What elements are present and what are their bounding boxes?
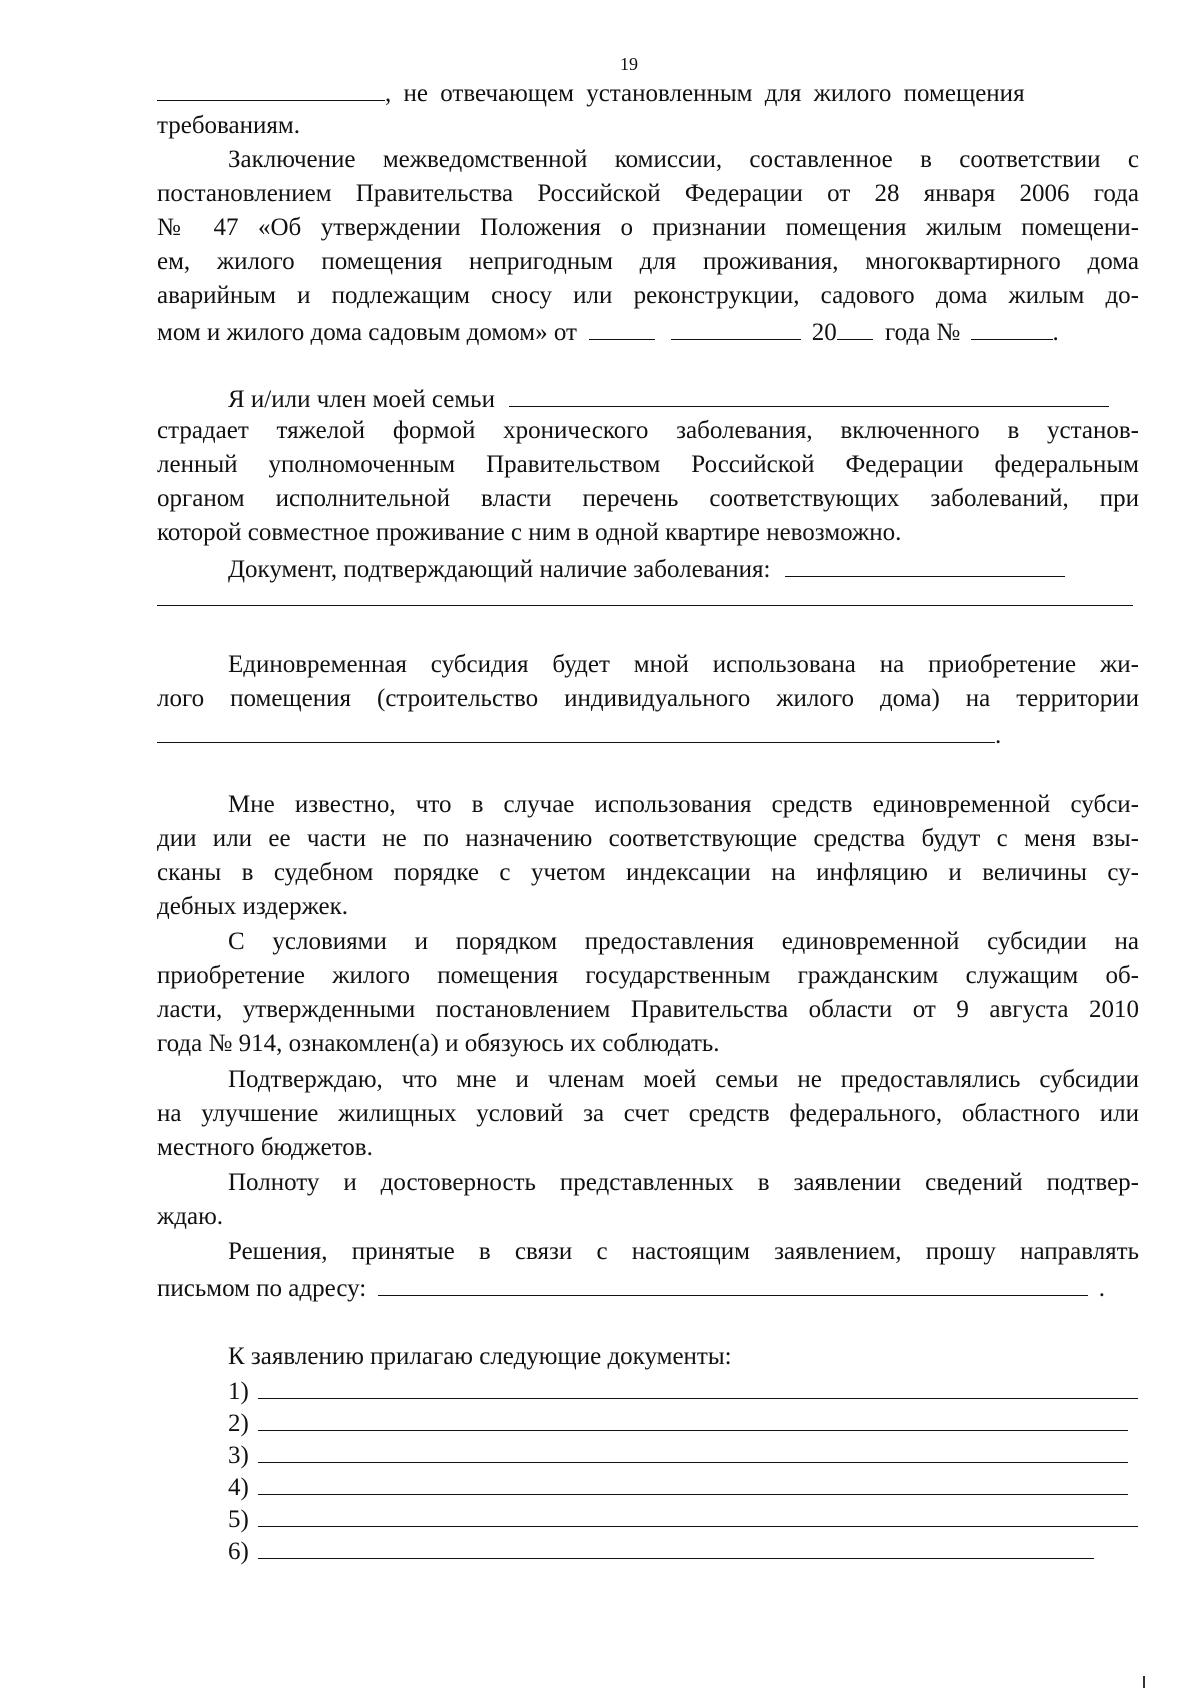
text: Я и/или член моей семьи	[228, 386, 495, 413]
item-number: 5)	[228, 1506, 249, 1533]
text: 20	[811, 319, 837, 346]
text: Документ, подтверждающий наличие заболевания:	[228, 556, 771, 583]
paragraph-line: Единовременная субсидия будет мной использована на приобретение жи-	[228, 651, 1139, 678]
attachment-item	[228, 1532, 1139, 1569]
item-number: 3)	[228, 1442, 249, 1469]
paragraph-line: ждаю.	[157, 1203, 224, 1230]
paragraph-line: ласти, утвержденными постановлением Правительства области от 9 августа 2010	[157, 996, 1139, 1023]
paragraph-line	[157, 716, 1139, 753]
document-blank[interactable]	[785, 550, 1065, 577]
paragraph-line: ленный уполномоченным Правительством Российской Федерации федеральным	[157, 451, 1139, 478]
paragraph-line: дии или ее части не по назначению соответствующие средства будут с меня взы-	[157, 825, 1139, 852]
text: .	[1052, 319, 1059, 346]
date-month-blank[interactable]	[671, 313, 801, 340]
date-year-blank[interactable]	[837, 313, 873, 340]
text: , не отвечающем установленным для жилого помещения	[385, 80, 1025, 107]
attachment-blank[interactable]	[258, 1500, 1138, 1527]
decision-number-blank[interactable]	[971, 313, 1053, 340]
paragraph-line	[157, 1269, 1139, 1306]
item-number: 2)	[228, 1410, 249, 1437]
attachments-heading: К заявлению прилагаю следующие документы:	[228, 1343, 732, 1370]
text: мом и жилого дома садовым домом» от	[157, 319, 577, 346]
paragraph-line: ем, жилого помещения непригодным для проживания, многоквартирного дома	[157, 248, 1139, 275]
attachment-blank[interactable]	[258, 1436, 1128, 1463]
paragraph-line	[228, 550, 1139, 587]
paragraph-line: № 47 «Об утверждении Положения о признании помещения жилым помещени-	[157, 214, 1139, 241]
paragraph-line: аварийным и подлежащим сносу или реконструкции, садового дома жилым до-	[157, 282, 1139, 309]
paragraph-line	[157, 74, 1139, 111]
paragraph-line: Полноту и достоверность представленных в заявлении сведений подтвер-	[228, 1169, 1139, 1196]
text: .	[995, 722, 1002, 749]
date-day-blank[interactable]	[589, 313, 655, 340]
paragraph-line: приобретение жилого помещения государственным гражданским служащим об-	[157, 962, 1139, 989]
paragraph-line: страдает тяжелой формой хронического заболевания, включенного в установ-	[157, 417, 1139, 444]
text: .	[1098, 1275, 1105, 1302]
paragraph-line: года № 914, ознакомлен(а) и обязуюсь их соблюдать.	[157, 1030, 720, 1057]
territory-blank[interactable]	[157, 716, 995, 743]
item-number: 1)	[228, 1378, 249, 1405]
paragraph-line	[157, 313, 1139, 350]
paragraph-line: постановлением Правительства Российской Федерации от 28 января 2006 года	[157, 180, 1139, 207]
attachment-blank[interactable]	[258, 1372, 1138, 1399]
paragraph-line: Мне известно, что в случае использования средств единовременной субси-	[228, 791, 1139, 818]
text: года №	[884, 319, 961, 346]
paragraph-line: на улучшение жилищных условий за счет средств федерального, областного или	[157, 1100, 1139, 1127]
paragraph-line: Решения, принятые в связи с настоящим заявлением, прошу направлять	[228, 1238, 1139, 1265]
paragraph-line: которой совместное проживание с ним в одной квартире невозможно.	[157, 519, 902, 546]
document-blank-line[interactable]	[157, 605, 1133, 606]
paragraph-line: органом исполнительной власти перечень соответствующих заболеваний, при	[157, 485, 1139, 512]
fill-blank[interactable]	[157, 74, 385, 101]
attachment-blank[interactable]	[258, 1532, 1094, 1559]
attachment-blank[interactable]	[258, 1468, 1128, 1495]
paragraph-line: Подтверждаю, что мне и членам моей семьи не предоставлялись субсидии	[228, 1066, 1139, 1093]
item-number: 6)	[228, 1538, 249, 1565]
paragraph-line: дебных издержек.	[157, 893, 349, 920]
address-blank[interactable]	[378, 1269, 1088, 1296]
scan-mark	[1143, 1676, 1145, 1688]
paragraph-line: лого помещения (строительство индивидуального жилого дома) на территории	[157, 685, 1139, 712]
family-member-blank[interactable]	[509, 380, 1109, 407]
page-number: 19	[620, 54, 638, 74]
paragraph-line: Заключение межведомственной комиссии, составленное в соответствии с	[228, 146, 1139, 173]
paragraph-line: С условиями и порядком предоставления единовременной субсидии на	[228, 928, 1139, 955]
item-number: 4)	[228, 1474, 249, 1501]
paragraph-line: местного бюджетов.	[157, 1134, 373, 1161]
text: письмом по адресу:	[157, 1275, 367, 1302]
attachment-blank[interactable]	[258, 1404, 1128, 1431]
paragraph-line	[228, 380, 1139, 417]
paragraph-line: сканы в судебном порядке с учетом индексации на инфляцию и величины су-	[157, 859, 1139, 886]
paragraph-line: требованиям.	[157, 112, 300, 139]
